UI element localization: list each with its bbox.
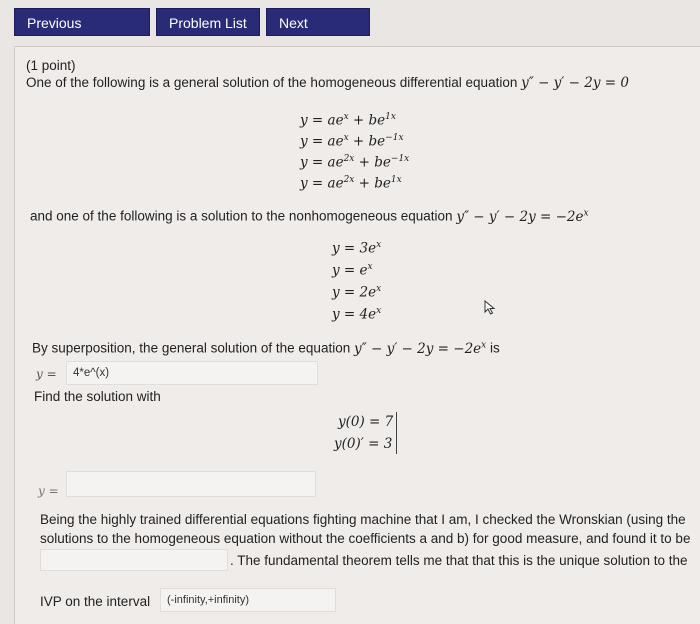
problem-list-button[interactable]: Problem List (156, 8, 260, 36)
nonhom-option-3: $y = 2e^x$ (332, 284, 382, 301)
wronskian-line-2: solutions to the homogeneous equation without the coefficients a and b) for good measure, and found it to be (40, 531, 691, 546)
hom-option-3: $y = ae^{2x} + be^{-1x}$ (300, 154, 410, 171)
find-solution-text: Find the solution with (34, 389, 161, 404)
superposition-text: By superposition, the general solution of the equation $y'' - y' - 2y = -2e^x$ is (32, 340, 500, 357)
ivp-condition-1: y(0) = 7 (338, 414, 394, 430)
ivp-interval-input[interactable]: (-infinity,+infinity) (160, 588, 336, 612)
nonhomogeneous-intro: and one of the following is a solution to the nonhomogeneous equation $y'' - y' - 2y = -2e^x$ (30, 208, 589, 225)
homogeneous-intro: One of the following is a general solution of the homogeneous differential equation y″ − y′ − 2y = 0 (26, 75, 629, 91)
hom-option-2: $y = ae^x + be^{-1x}$ (300, 133, 404, 150)
points-label: (1 point) (26, 58, 76, 73)
nonhom-option-2: $y = e^x$ (332, 262, 373, 279)
previous-problem-button[interactable]: Previous (14, 8, 150, 36)
hom-option-1: $y = ae^x + be^{1x}$ (300, 112, 396, 129)
fundamental-theorem-text: . The fundamental theorem tells me that that this is the unique solution to the (230, 553, 688, 568)
superposition-equation: $y'' - y' - 2y = -2e^x$ (354, 340, 487, 357)
ivp-bracket (396, 412, 397, 454)
general-solution-input[interactable]: 4*e^(x) (66, 361, 318, 385)
nonhom-option-1: $y = 3e^x$ (332, 240, 382, 257)
problem-nav (14, 8, 370, 36)
next-problem-button[interactable]: Next (266, 8, 370, 36)
ivp-interval-label: IVP on the interval (40, 594, 151, 609)
ivp-condition-2: y(0)′ = 3 (334, 436, 393, 452)
particular-solution-input[interactable] (66, 471, 316, 497)
answer1-label: y = (36, 367, 57, 381)
nonhom-option-4: $y = 4e^x$ (332, 306, 382, 323)
wronskian-line-1: Being the highly trained differential equations fighting machine that I am, I checked the Wronskian (using the (40, 512, 686, 527)
hom-option-4: $y = ae^{2x} + be^{1x}$ (300, 175, 402, 192)
mouse-cursor-icon (484, 300, 498, 316)
homogeneous-equation: y″ − y′ − 2y = 0 (521, 75, 629, 91)
nonhomogeneous-equation: $y'' - y' - 2y = -2e^x$ (456, 208, 589, 225)
wronskian-input[interactable] (40, 549, 228, 571)
answer2-label: y = (38, 484, 59, 498)
